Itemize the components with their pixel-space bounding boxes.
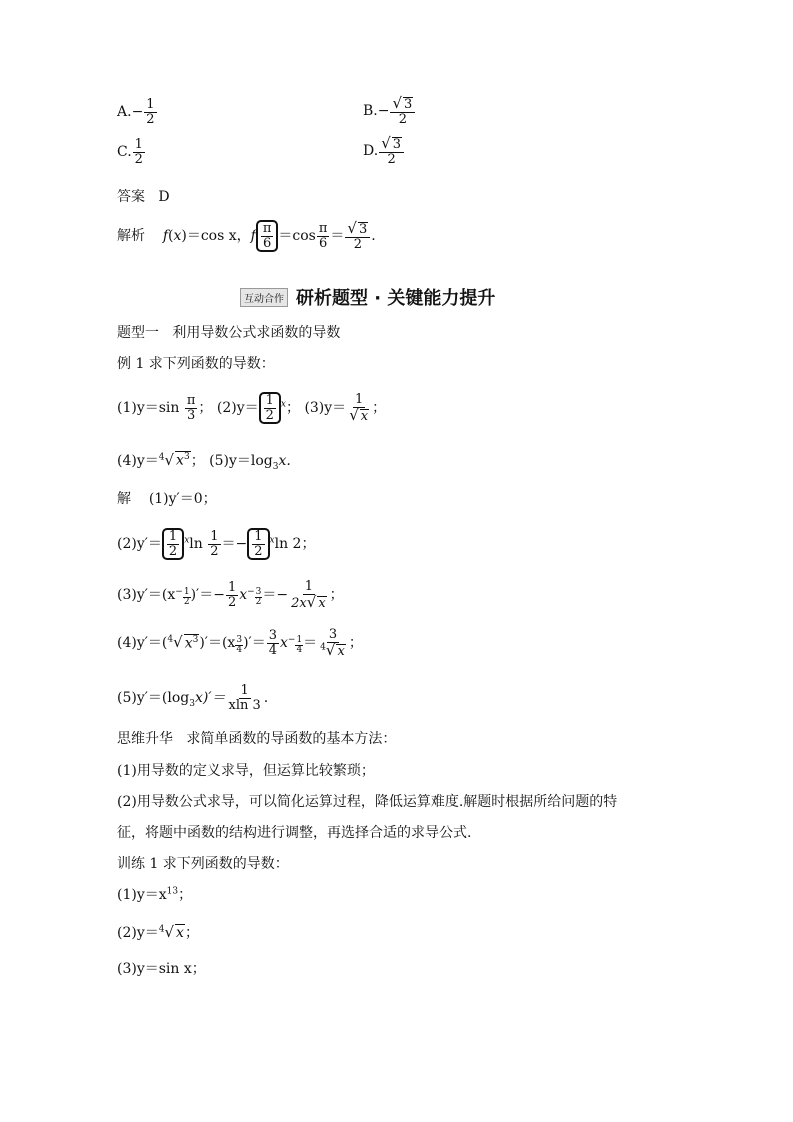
option-b: B.− $\frac{√ 3}{2}$ [363, 96, 416, 126]
solution-line-2: (2)y′＝ $\frac{1}{2}$ $^x$ln $\frac{1}{2}$ ＝− $\frac{1}{2}$ $^x$ln 2； [117, 529, 316, 559]
bracket: $\frac{1}{2}$ [247, 528, 269, 560]
topic-heading: 题型一 利用导数公式求函数的导数 [117, 325, 341, 341]
section-header [240, 284, 495, 310]
solution-line-5: $(5)y'=(\log_3x)'=$ $\frac{1}{xln 3}$ . [117, 683, 269, 713]
example-line-2: (4)y＝$^4$√ $x^3$； $(5)y=\log_3x$. [117, 451, 291, 472]
fraction: $\frac{√ 3}{2}$ [390, 96, 415, 126]
fraction: $\frac{1}{2}$ [134, 137, 143, 167]
training-line-3: (3)y＝sin x； [117, 961, 206, 977]
solution-line-4: (4)y′＝($^4$√ $x^3)'=(x$ $\frac{3}{4}$ )′＝ $\frac{3}{4}$ x − $\frac{1}{4}$ ＝ $\frac{3}{^4√ x}$ ； [117, 627, 363, 659]
example-title: 例 1 求下列函数的导数： [117, 356, 275, 372]
fraction: $\frac{√ 3}{2}$ [379, 136, 404, 166]
thinking-heading: 思维升华 求简单函数的导函数的基本方法： [117, 731, 397, 747]
training-title: 训练 1 求下列函数的导数： [117, 856, 289, 872]
bracket: $\frac{\pi}{6}$ [256, 220, 279, 252]
section-badge: 互动合作 [240, 288, 288, 307]
thinking-line-3: 征，将题中函数的结构进行调整，再选择合适的求导公式. [117, 825, 472, 841]
training-line-1: $(1)y=x^{13}$； [117, 886, 193, 903]
solution-line-3: (3)y′＝(x − $\frac{1}{2}$ )′＝− $\frac{1}{2}$ x − $\frac{3}{2}$ ＝− $\frac{1}{2x√ x}$ ； [117, 579, 344, 611]
bracket: $\frac{1}{2}$ [259, 392, 281, 424]
answer-line: 答案 D [117, 189, 170, 205]
solution-line-1: 解 (1)y′＝0； [117, 491, 217, 507]
option-c: C. $\frac{1}{2}$ [117, 137, 143, 167]
section-title: 研析题型 · 关键能力提升 [296, 288, 496, 309]
analysis-line: 解析 f(x)＝cos x，f $\frac{\pi}{6}$ ＝cos $\frac{\pi}{6}$ ＝ $\frac{√ 3}{2}$ . [117, 218, 376, 252]
option-a: A.− $\frac{1}{2}$ [117, 97, 155, 127]
option-d: D. $\frac{√ 3}{2}$ [363, 136, 405, 166]
bracket: $\frac{1}{2}$ [162, 528, 184, 560]
thinking-line-1: (1)用导数的定义求导，但运算比较繁琐； [117, 763, 375, 779]
training-line-2: (2)y＝$^4$√ x； [117, 923, 199, 941]
example-line-1: (1)y＝sin $\frac{\pi}{3}$ ； (2)y＝ $\frac{1}{2}$ $^x$； (3)y＝ $\frac{1}{√ x}$ ； [117, 391, 387, 424]
fraction: $\frac{1}{2}$ [146, 97, 155, 127]
thinking-line-2: (2)用导数公式求导，可以简化运算过程，降低运算难度.解题时根据所给问题的特 [117, 794, 618, 810]
